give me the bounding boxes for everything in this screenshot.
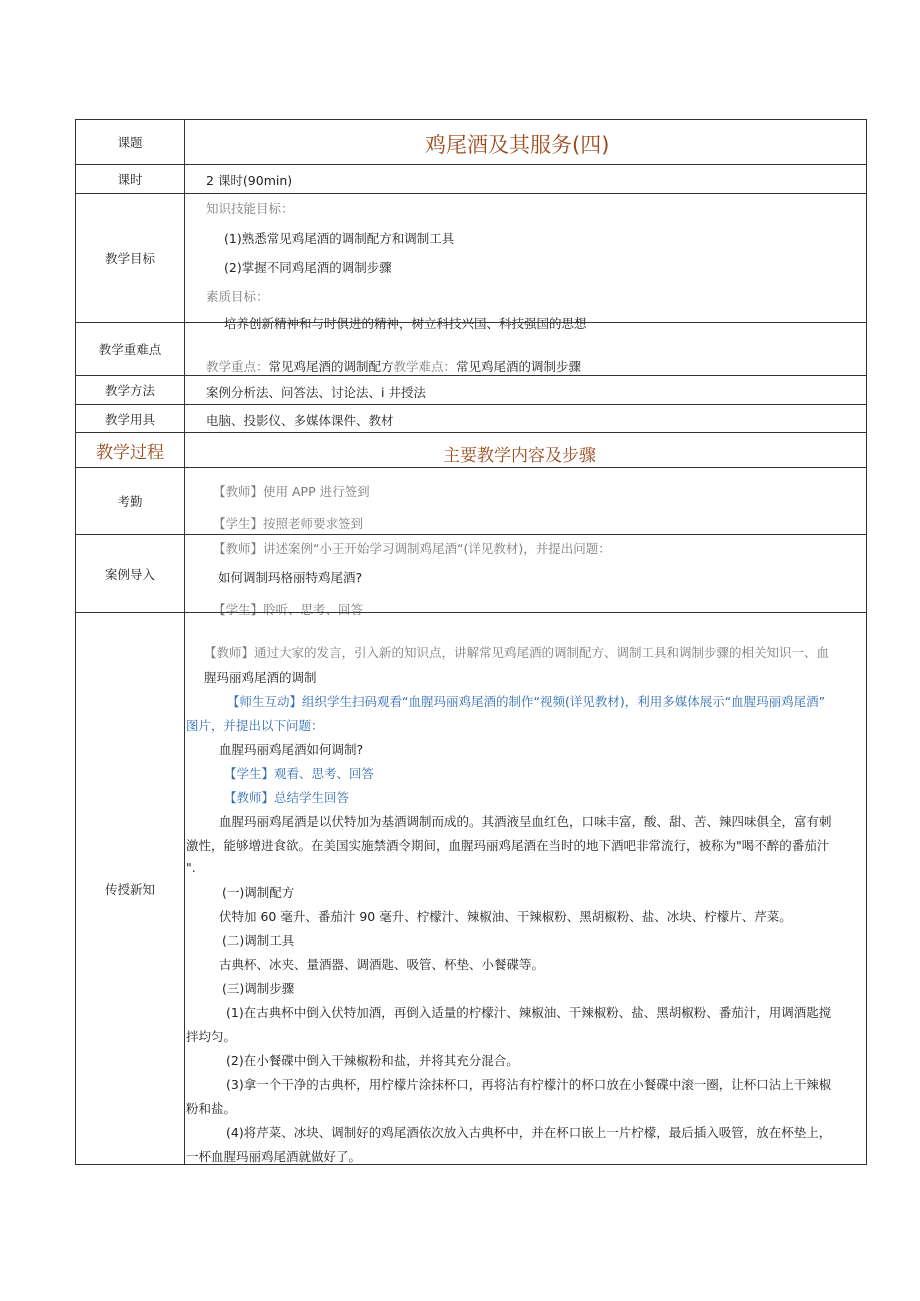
attendance-student: 【学生】按照老师要求签到 (213, 516, 364, 531)
quality-item: 培养创新精神和与时俱进的精神，树立科技兴国、科技强国的思想 (224, 316, 587, 331)
nk-interact-line2: 图片，并提出以下问题： (186, 718, 324, 733)
row-attendance (76, 467, 866, 534)
nk-question: 血腥玛丽鸡尾酒如何调制? (219, 742, 364, 757)
key-points-line (206, 357, 581, 375)
nk-step4-line2: 一杯血腥玛丽鸡尾酒就做好了。 (186, 1149, 362, 1164)
quality-heading: 素质目标： (206, 289, 269, 304)
attendance-label: 考勤 (76, 468, 185, 534)
page-title: 鸡尾酒及其服务(四) (425, 133, 610, 157)
nk-recipe: 伏特加 60 毫升、番茄汁 90 毫升、柠檬汁、辣椒油、干辣椒粉、黑胡椒粉、盐、冰块、柠檬片、芹菜。 (219, 909, 792, 924)
goal-item-2: (2)掌握不同鸡尾酒的调制步骤 (224, 260, 392, 275)
nk-step4-line1: (4)将芹菜、冰块、调制好的鸡尾酒依次放入古典杯中，并在杯口嵌上一片柠檬，最后插入吸管，放在杯垫上， (226, 1125, 832, 1140)
difficult-value: 常见鸡尾酒的调制步骤 (456, 359, 582, 374)
nk-interact-line1: 【师生互动】组织学生扫码观看“血腥玛丽鸡尾酒的制作“视频(详见教材)，利用多媒体展示“血腥玛丽鸡尾酒” (227, 694, 826, 709)
nk-teacher-line2: 腥玛丽鸡尾酒的调制 (204, 670, 317, 685)
nk-step3-line2: 粉和盐。 (186, 1101, 237, 1116)
row-hours (76, 164, 866, 193)
row-goals (76, 193, 866, 331)
goals-label: 教学目标 (76, 194, 185, 322)
methods-label: 教学方法 (76, 376, 185, 404)
nk-recipe-heading: (一)调制配方 (222, 885, 295, 900)
nk-step2: (2)在小餐碟中倒入干辣椒粉和盐，并将其充分混合。 (226, 1053, 519, 1068)
new-knowledge-label: 传授新知 (76, 613, 185, 1164)
case-question: 如何调制玛格丽特鸡尾酒? (218, 570, 363, 585)
row-key-points (76, 322, 866, 375)
nk-teacher-line1: 【教师】通过大家的发言，引入新的知识点，讲解常见鸡尾酒的调制配方、调制工具和调制步骤的相关知识一、血 (204, 645, 830, 660)
nk-desc-line2: 激性，能够增进食欲。在美国实施禁酒令期间，血腥玛丽鸡尾酒在当时的地下酒吧非常流行，被称为"喝不醉的番茄汁 (186, 838, 830, 853)
nk-step3-line1: (3)拿一个干净的古典杯，用柠檬片涂抹杯口，再将沾有柠檬汁的杯口放在小餐碟中滚一圈，让杯口沾上干辣椒 (226, 1077, 832, 1092)
row-tools (76, 404, 866, 432)
tools-label: 教学用具 (76, 405, 185, 432)
methods-value: 案例分析法、问答法、讨论法、i 井授法 (206, 385, 426, 400)
row-case-intro (76, 534, 866, 617)
process-label: 教学过程 (76, 433, 185, 467)
nk-step1-line1: (1)在古典杯中倒入伏特加酒，再倒入适量的柠檬汁、辣椒油、干辣椒粉、盐、黑胡椒粉、番茄汁，用调酒匙搅 (226, 1005, 832, 1020)
case-student: 【学生】聆听、思考、回答 (213, 602, 364, 617)
lesson-plan-table (75, 119, 867, 1165)
topic-label: 课题 (76, 120, 185, 164)
nk-student: 【学生】观看、思考、回答 (224, 766, 375, 781)
nk-teacher-sum: 【教师】总结学生回答 (224, 790, 350, 805)
attendance-teacher: 【教师】使用 APP 进行签到 (213, 484, 370, 499)
difficult-label: 教学难点： (393, 359, 457, 374)
hours-value: 2 课时(90min) (206, 173, 293, 188)
case-intro-label: 案例导入 (76, 535, 185, 612)
nk-tools: 古典杯、冰夹、量酒器、调酒匙、吸管、杯垫、小餐碟等。 (219, 957, 545, 972)
nk-steps-heading: (三)调制步骤 (222, 981, 295, 996)
nk-desc-line1: 血腥玛丽鸡尾酒是以伏特加为基酒调制而成的。其酒液呈血红色，口味丰富，酸、甜、苦、辣四味俱全，富有刺 (219, 814, 832, 829)
hours-label: 课时 (76, 165, 185, 193)
nk-step1-line2: 拌均匀。 (186, 1029, 237, 1044)
row-new-knowledge (76, 612, 866, 1164)
goal-item-1: (1)熟悉常见鸡尾酒的调制配方和调制工具 (224, 231, 455, 246)
key-points-label: 教学重难点 (76, 323, 185, 375)
knowledge-heading: 知识技能目标： (206, 201, 294, 216)
row-process-header (76, 432, 866, 467)
key-label: 教学重点： (206, 359, 269, 374)
key-value: 常见鸡尾酒的调制配方 (268, 359, 394, 374)
nk-tools-heading: (二)调制工具 (222, 933, 295, 948)
case-teacher: 【教师】讲述案例“小王开始学习调制鸡尾酒“(详见教材)，并提出问题： (213, 541, 611, 556)
tools-value: 电脑、投影仪、多媒体课件、教材 (206, 413, 394, 428)
row-methods (76, 375, 866, 404)
row-topic (76, 120, 866, 164)
process-heading: 主要教学内容及步骤 (443, 446, 596, 466)
nk-desc-line3: ". (186, 860, 196, 875)
